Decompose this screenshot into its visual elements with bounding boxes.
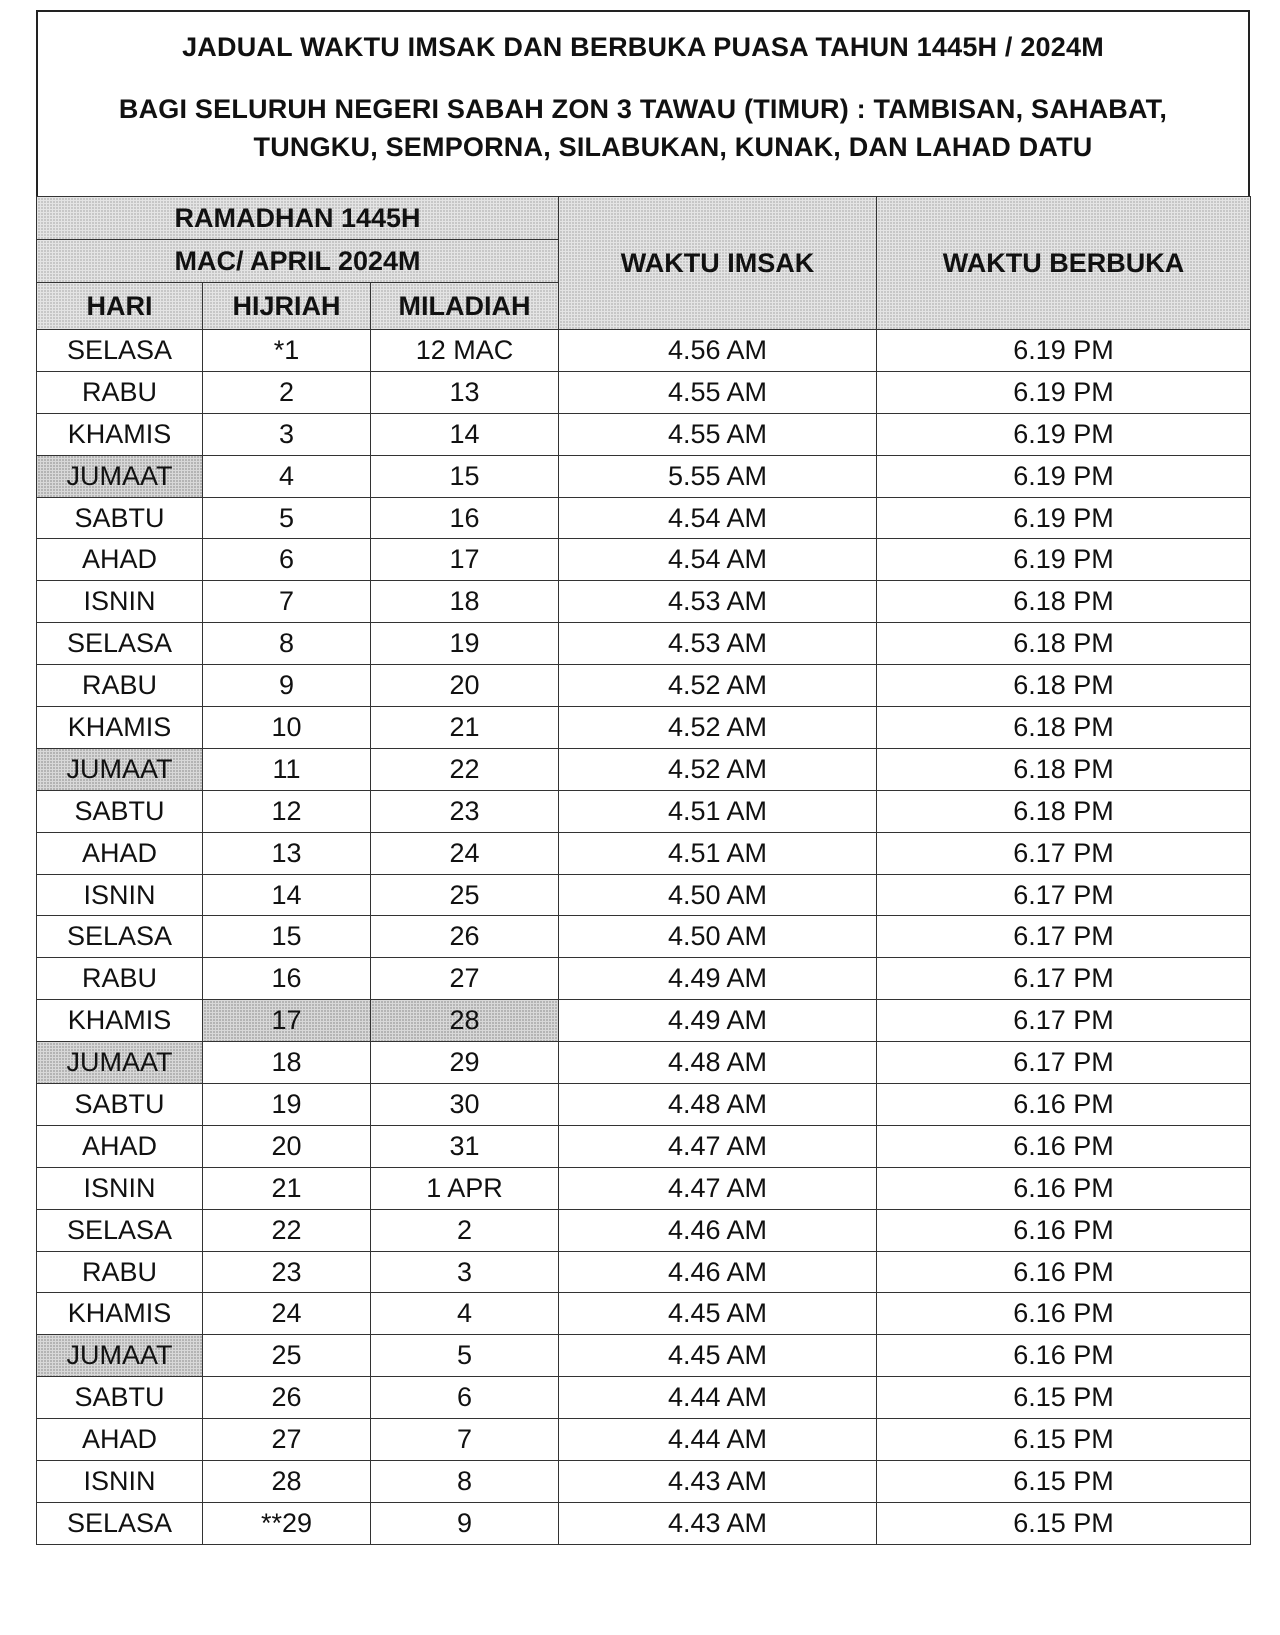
table-row: [37, 413, 1251, 455]
berbuka-cell: 6.17 PM: [877, 1000, 1251, 1042]
hijriah-cell: 4: [203, 455, 371, 497]
table-row: [37, 1125, 1251, 1167]
hari-cell: RABU: [37, 665, 203, 707]
berbuka-cell: 6.18 PM: [877, 790, 1251, 832]
hijriah-cell: 5: [203, 497, 371, 539]
berbuka-cell: 6.17 PM: [877, 874, 1251, 916]
berbuka-cell: 6.18 PM: [877, 581, 1251, 623]
hijriah-cell: 3: [203, 413, 371, 455]
berbuka-cell: 6.17 PM: [877, 1042, 1251, 1084]
berbuka-cell: 6.15 PM: [877, 1461, 1251, 1503]
hijriah-cell: 7: [203, 581, 371, 623]
miladiah-cell: 21: [371, 707, 559, 749]
hijriah-cell: 21: [203, 1167, 371, 1209]
hijriah-cell: 14: [203, 874, 371, 916]
table-row: [37, 330, 1251, 372]
table-row: [37, 1042, 1251, 1084]
imsak-cell: 4.44 AM: [559, 1419, 877, 1461]
table-row: [37, 916, 1251, 958]
miladiah-header: MILADIAH: [371, 283, 559, 330]
hari-header: HARI: [37, 283, 203, 330]
table-row: [37, 707, 1251, 749]
imsak-cell: 4.51 AM: [559, 790, 877, 832]
miladiah-cell: 28: [371, 1000, 559, 1042]
hari-cell: AHAD: [37, 1419, 203, 1461]
table-row: [37, 748, 1251, 790]
hari-cell: SABTU: [37, 1084, 203, 1126]
miladiah-cell: 18: [371, 581, 559, 623]
miladiah-cell: 22: [371, 748, 559, 790]
hari-cell: AHAD: [37, 832, 203, 874]
imsak-cell: 4.55 AM: [559, 413, 877, 455]
miladiah-cell: 6: [371, 1377, 559, 1419]
hijriah-cell: 11: [203, 748, 371, 790]
document-title: JADUAL WAKTU IMSAK DAN BERBUKA PUASA TAHUN 1445H / 2024M: [182, 32, 1104, 62]
hijriah-cell: 16: [203, 958, 371, 1000]
hari-cell: ISNIN: [37, 1461, 203, 1503]
berbuka-header: WAKTU BERBUKA: [877, 197, 1251, 330]
hijriah-cell: 12: [203, 790, 371, 832]
imsak-cell: 4.52 AM: [559, 748, 877, 790]
hijriah-cell: 6: [203, 539, 371, 581]
imsak-cell: 4.46 AM: [559, 1251, 877, 1293]
imsak-cell: 4.54 AM: [559, 539, 877, 581]
miladiah-cell: 13: [371, 371, 559, 413]
hijriah-cell: 8: [203, 623, 371, 665]
imsak-cell: 5.55 AM: [559, 455, 877, 497]
miladiah-cell: 19: [371, 623, 559, 665]
miladiah-cell: 26: [371, 916, 559, 958]
imsak-cell: 4.50 AM: [559, 916, 877, 958]
table-row: [37, 1000, 1251, 1042]
berbuka-cell: 6.18 PM: [877, 623, 1251, 665]
miladiah-cell: 5: [371, 1335, 559, 1377]
hijriah-cell: 27: [203, 1419, 371, 1461]
table-row: [37, 665, 1251, 707]
table-row: [37, 1502, 1251, 1544]
hijriah-cell: 24: [203, 1293, 371, 1335]
miladiah-cell: 9: [371, 1502, 559, 1544]
table-row: [37, 1419, 1251, 1461]
hari-cell: RABU: [37, 958, 203, 1000]
imsak-cell: 4.52 AM: [559, 665, 877, 707]
hari-cell: JUMAAT: [37, 748, 203, 790]
ramadhan-header: RAMADHAN 1445H: [37, 197, 559, 240]
imsak-cell: 4.44 AM: [559, 1377, 877, 1419]
miladiah-cell: 23: [371, 790, 559, 832]
hijriah-cell: 10: [203, 707, 371, 749]
hari-cell: ISNIN: [37, 581, 203, 623]
berbuka-cell: 6.17 PM: [877, 958, 1251, 1000]
imsak-cell: 4.49 AM: [559, 958, 877, 1000]
imsak-cell: 4.56 AM: [559, 330, 877, 372]
table-row: [37, 581, 1251, 623]
miladiah-cell: 3: [371, 1251, 559, 1293]
berbuka-cell: 6.16 PM: [877, 1293, 1251, 1335]
miladiah-cell: 14: [371, 413, 559, 455]
miladiah-cell: 7: [371, 1419, 559, 1461]
table-row: [37, 790, 1251, 832]
hijriah-cell: 22: [203, 1209, 371, 1251]
schedule-document: [36, 10, 1250, 1620]
berbuka-cell: 6.19 PM: [877, 330, 1251, 372]
imsak-cell: 4.53 AM: [559, 581, 877, 623]
table-row: [37, 1209, 1251, 1251]
miladiah-cell: 17: [371, 539, 559, 581]
title-box: [36, 10, 1250, 196]
table-row: [37, 958, 1251, 1000]
berbuka-cell: 6.17 PM: [877, 916, 1251, 958]
hijriah-cell: 28: [203, 1461, 371, 1503]
hari-cell: JUMAAT: [37, 1042, 203, 1084]
hijriah-cell: **29: [203, 1502, 371, 1544]
miladiah-cell: 15: [371, 455, 559, 497]
hijriah-cell: 17: [203, 1000, 371, 1042]
imsak-cell: 4.43 AM: [559, 1461, 877, 1503]
miladiah-cell: 12 MAC: [371, 330, 559, 372]
table-row: [37, 1377, 1251, 1419]
berbuka-cell: 6.19 PM: [877, 539, 1251, 581]
imsak-berbuka-table: [36, 196, 1251, 1545]
berbuka-cell: 6.16 PM: [877, 1335, 1251, 1377]
table-row: [37, 455, 1251, 497]
hari-cell: SELASA: [37, 330, 203, 372]
miladiah-cell: 2: [371, 1209, 559, 1251]
hari-cell: SELASA: [37, 623, 203, 665]
berbuka-cell: 6.16 PM: [877, 1209, 1251, 1251]
imsak-cell: 4.53 AM: [559, 623, 877, 665]
imsak-cell: 4.54 AM: [559, 497, 877, 539]
hari-cell: AHAD: [37, 539, 203, 581]
hari-cell: JUMAAT: [37, 1335, 203, 1377]
hari-cell: SABTU: [37, 790, 203, 832]
berbuka-cell: 6.16 PM: [877, 1251, 1251, 1293]
miladiah-cell: 1 APR: [371, 1167, 559, 1209]
imsak-cell: 4.48 AM: [559, 1042, 877, 1084]
berbuka-cell: 6.15 PM: [877, 1419, 1251, 1461]
miladiah-cell: 29: [371, 1042, 559, 1084]
miladiah-cell: 8: [371, 1461, 559, 1503]
berbuka-cell: 6.16 PM: [877, 1125, 1251, 1167]
table-row: [37, 1251, 1251, 1293]
table-row: [37, 1293, 1251, 1335]
hari-cell: JUMAAT: [37, 455, 203, 497]
hari-cell: ISNIN: [37, 874, 203, 916]
berbuka-cell: 6.15 PM: [877, 1377, 1251, 1419]
zone-line-2: TUNGKU, SEMPORNA, SILABUKAN, KUNAK, DAN LAHAD DATU: [253, 132, 1093, 162]
berbuka-cell: 6.18 PM: [877, 748, 1251, 790]
berbuka-cell: 6.16 PM: [877, 1167, 1251, 1209]
hari-cell: KHAMIS: [37, 1293, 203, 1335]
hari-cell: AHAD: [37, 1125, 203, 1167]
imsak-header: WAKTU IMSAK: [559, 197, 877, 330]
hijriah-cell: 15: [203, 916, 371, 958]
hari-cell: SELASA: [37, 916, 203, 958]
hari-cell: SELASA: [37, 1502, 203, 1544]
table-row: [37, 1335, 1251, 1377]
hijriah-cell: 2: [203, 371, 371, 413]
imsak-cell: 4.46 AM: [559, 1209, 877, 1251]
table-row: [37, 874, 1251, 916]
imsak-cell: 4.43 AM: [559, 1502, 877, 1544]
miladiah-cell: 27: [371, 958, 559, 1000]
miladiah-cell: 31: [371, 1125, 559, 1167]
imsak-cell: 4.50 AM: [559, 874, 877, 916]
hari-cell: KHAMIS: [37, 707, 203, 749]
berbuka-cell: 6.19 PM: [877, 371, 1251, 413]
hijriah-cell: 19: [203, 1084, 371, 1126]
miladiah-cell: 4: [371, 1293, 559, 1335]
table-row: [37, 1461, 1251, 1503]
hijriah-cell: 23: [203, 1251, 371, 1293]
miladiah-cell: 20: [371, 665, 559, 707]
hijriah-cell: *1: [203, 330, 371, 372]
table-row: [37, 539, 1251, 581]
imsak-cell: 4.45 AM: [559, 1293, 877, 1335]
hari-cell: SABTU: [37, 1377, 203, 1419]
hari-cell: RABU: [37, 371, 203, 413]
berbuka-cell: 6.18 PM: [877, 707, 1251, 749]
imsak-cell: 4.49 AM: [559, 1000, 877, 1042]
imsak-cell: 4.47 AM: [559, 1167, 877, 1209]
hari-cell: KHAMIS: [37, 413, 203, 455]
berbuka-cell: 6.19 PM: [877, 497, 1251, 539]
hari-cell: SABTU: [37, 497, 203, 539]
imsak-cell: 4.47 AM: [559, 1125, 877, 1167]
table-row: [37, 623, 1251, 665]
table-body: [37, 330, 1251, 1545]
zone-line-1: BAGI SELURUH NEGERI SABAH ZON 3 TAWAU (TIMUR) : TAMBISAN, SAHABAT,: [118, 94, 1168, 124]
table-row: [37, 371, 1251, 413]
berbuka-cell: 6.18 PM: [877, 665, 1251, 707]
month-range-header: MAC/ APRIL 2024M: [37, 240, 559, 283]
berbuka-cell: 6.16 PM: [877, 1084, 1251, 1126]
hijriah-cell: 20: [203, 1125, 371, 1167]
hari-cell: SELASA: [37, 1209, 203, 1251]
table-row: [37, 1084, 1251, 1126]
miladiah-cell: 30: [371, 1084, 559, 1126]
imsak-cell: 4.52 AM: [559, 707, 877, 749]
miladiah-cell: 25: [371, 874, 559, 916]
table-row: [37, 1167, 1251, 1209]
imsak-cell: 4.45 AM: [559, 1335, 877, 1377]
imsak-cell: 4.55 AM: [559, 371, 877, 413]
hijriah-cell: 13: [203, 832, 371, 874]
hari-cell: KHAMIS: [37, 1000, 203, 1042]
berbuka-cell: 6.19 PM: [877, 455, 1251, 497]
hijriah-cell: 9: [203, 665, 371, 707]
hari-cell: ISNIN: [37, 1167, 203, 1209]
table-row: [37, 832, 1251, 874]
imsak-cell: 4.51 AM: [559, 832, 877, 874]
miladiah-cell: 24: [371, 832, 559, 874]
imsak-cell: 4.48 AM: [559, 1084, 877, 1126]
hijriah-cell: 26: [203, 1377, 371, 1419]
berbuka-cell: 6.19 PM: [877, 413, 1251, 455]
hijriah-cell: 18: [203, 1042, 371, 1084]
berbuka-cell: 6.15 PM: [877, 1502, 1251, 1544]
hijriah-cell: 25: [203, 1335, 371, 1377]
table-row: [37, 497, 1251, 539]
hijriah-header: HIJRIAH: [203, 283, 371, 330]
miladiah-cell: 16: [371, 497, 559, 539]
berbuka-cell: 6.17 PM: [877, 832, 1251, 874]
hari-cell: RABU: [37, 1251, 203, 1293]
